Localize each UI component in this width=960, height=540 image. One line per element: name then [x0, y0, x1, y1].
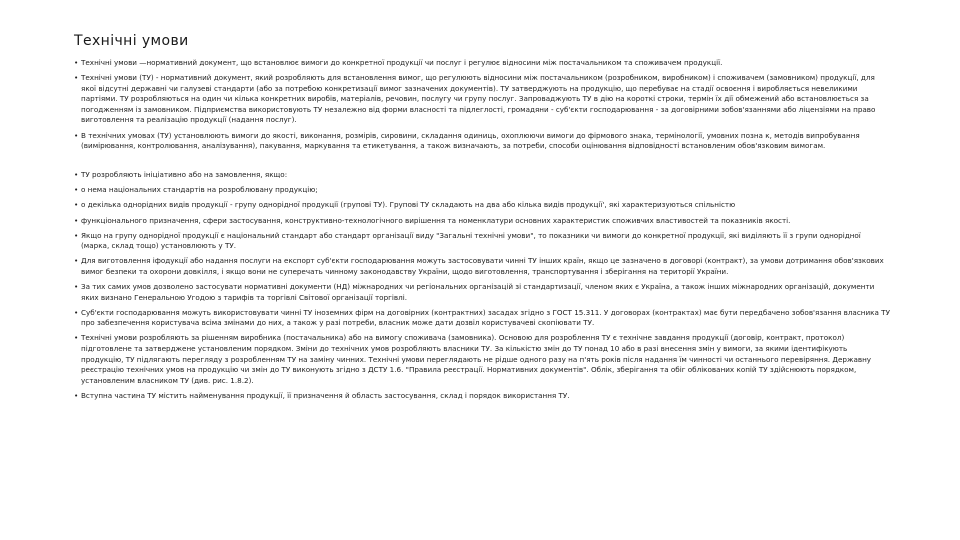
bullet-list-bottom — [74, 170, 890, 401]
bullet-item: • Якщо на групу однорідної продукції є національний стандарт або стандарт організації виду "Загальні технічні умови", то показники чи вимоги до конкретної продукції, які виділяють її з групи однорідної (марка, склад тощо) установлюють у ТУ. — [74, 231, 890, 252]
bullet-item: • о декілька однорідних видів продукції - групу однорідної продукції (групові ТУ). Групові ТУ складають на два або кілька видів продукції', які характеризуються спільністю — [74, 200, 890, 211]
bullet-item: • о нема національних стандартів на розроблювану продукцію; — [74, 185, 890, 196]
bullet-item: • В технічних умовах (ТУ) установлюють вимоги до якості, виконання, розмірів, сировини, складання одиниць, охоплюючи вимоги до фірмового знака, термінології, умовних позна к, методів випробування (вимірювання, контролювання, аналізування), пакування, маркування та етикетування, а також визначають, за потреби, способи оцінювання відповідності встановленим обов'язковим вимогам. — [74, 131, 890, 152]
bullet-item: • Суб'єкти господарювання можуть використовувати чинні ТУ іноземних фірм на договірних (контрактних) засадах згідно з ГОСТ 15.311. У договорах (контрактах) має бути передбачено зобов'язання власника ТУ про забезпечення користувача всіма змінами до них, а також у разі потреби, власник може дати дозвіл користувачеві скопіювати ТУ. — [74, 308, 890, 329]
bullet-item: • Технічні умови —нормативний документ, що встановлює вимоги до конкретної продукції чи послуг і регулює відносини між постачальником та споживачем продукції. — [74, 58, 890, 69]
bullet-item: • Технічні умови (ТУ) - нормативний документ, який розробляють для встановлення вимог, що регулюють відносини між постачальником (розробником, виробником) і споживачем (замовником) продукції, для якої відсутні державні чи галузеві стандарти (або за потребою конкретизації вимог зазначених документів). ТУ затверджують на продукцію, що перебуває на стадії освоєння і виробляється невеликими партіями. ТУ розробляються на один чи кілька конкретних виробів, матеріалів, речовин, послугу чи групу послуг. Запроваджують ТУ в дію на короткі строки, термін їх дії обмежений або встановлюється за погодженням із замовником. Підприємства використовують ТУ незалежно від форми власності та підлеглості, громадяни - суб'єкти господарювання - за договірними зобов'язаннями або ліцензіями на право виготовлення та реалізацію продукції (надання послуг). — [74, 73, 890, 126]
section-gap — [74, 156, 890, 170]
bullet-item: • Вступна частина ТУ містить найменування продукції, її призначення й область застосування, склад і порядок використання ТУ. — [74, 391, 890, 402]
bullet-item: • Технічні умови розробляють за рішенням виробника (постачальника) або на вимогу споживача (замовника). Основою для розроблення ТУ є технічне завдання продукції (договір, контракт, протокол) підготовлене та затверджене установленим порядком. Зміни до технічних умов розробляють власники ТУ. За кількістю змін до ТУ понад 10 або в разі внесення змін у вимоги, за якими ідентифікують продукцію, ТУ підлягають перегляду з розробленням ТУ на заміну чинних. Технічні умови переглядають не рідше одного разу на п'ять років після надання їм чинності чи останнього перевіряння. Державну реєстрацію технічних умов на продукцію чи змін до ТУ виконують згідно з ДСТУ 1.6. "Правила реєстрації. Нормативних документів". Облік, зберігання та обіг облікованих копій ТУ здійснюють порядком, установленим власником ТУ (див. рис. 1.8.2). — [74, 333, 890, 386]
bullet-item: • Для виготовлення іфодукції або надання послуги на експорт суб'єкти господарювання можуть застосовувати чинні ТУ інших країн, якщо це зазначено в договорі (контракт), за умови дотримання обов'язкових вимог безпеки та охорони довкілля, і якщо вони не суперечать чинному законодавству України, щодо виготовлення, транспортування і зберігання на території України. — [74, 256, 890, 277]
bullet-item: • ТУ розробляють ініціативно або на замовлення, якщо: — [74, 170, 890, 181]
bullet-list-top — [74, 58, 890, 152]
slide-title: Технічні умови — [74, 33, 189, 49]
bullet-item: • За тих самих умов дозволено застосувати нормативні документи (НД) міжнародних чи регіональних організацій зі стандартизації, членом яких є Україна, а також інших міжнародних організацій, документи яких визнано Генеральною Угодою з тарифів та торгівлі Світової організації торгівлі. — [74, 282, 890, 303]
slide-content — [74, 58, 890, 406]
bullet-item: • функціонального призначення, сфери застосування, конструктивно-технологічного вирішення та номенклатури основних характеристик споживчих властивостей та показників якості. — [74, 216, 890, 227]
